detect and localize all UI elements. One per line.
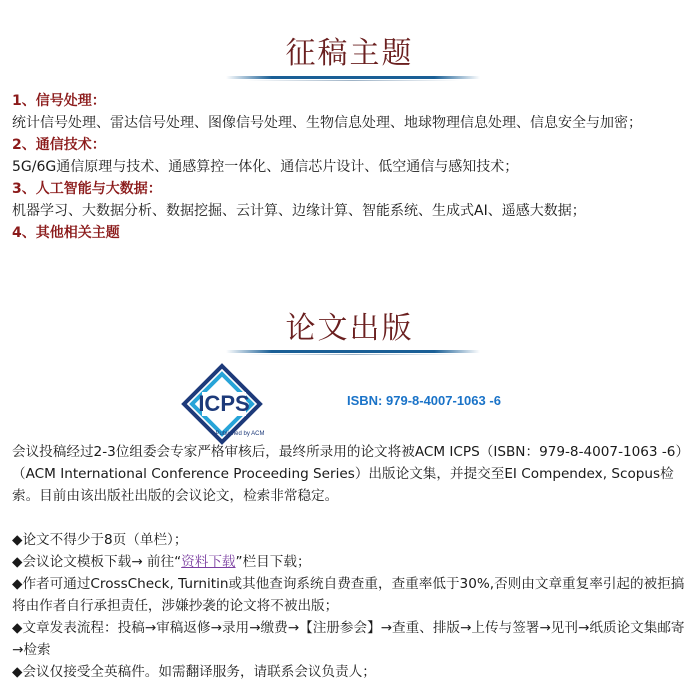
topic-body: 统计信号处理、雷达信号处理、图像信号处理、生物信息处理、地球物理信息处理、信息安全与加密； <box>12 115 642 131</box>
topic-heading: 3、人工智能与大数据： <box>12 181 162 197</box>
topic-heading: 4、其他相关主题 <box>12 225 120 241</box>
bullet-template-text: ◆会议论文模板下载→ 前往“ <box>12 554 182 570</box>
section-title-publication: 论文出版 <box>285 311 414 346</box>
download-link[interactable]: 资料下载 <box>181 554 236 570</box>
topic-body: 机器学习、大数据分析、数据挖掘、云计算、边缘计算、智能系统、生成式AI、遥感大数据； <box>12 203 586 219</box>
topics-list <box>12 90 688 244</box>
topic-heading: 2、通信技术： <box>12 137 106 153</box>
title-divider <box>226 350 480 353</box>
bullet-page-limit: ◆论文不得少于8页（单栏）； <box>12 532 188 548</box>
isbn-label: ISBN: 979-8-4007-1063 -6 <box>347 393 501 408</box>
section-title-topics: 征稿主题 <box>285 36 414 71</box>
publication-info <box>12 441 688 683</box>
bullet-template-text: ”栏目下载； <box>235 554 311 570</box>
title-divider <box>226 76 480 79</box>
logo-text: ICPS <box>198 391 250 416</box>
logo-subtext: Published by ACM <box>215 431 264 437</box>
topic-body: 5G/6G通信原理与技术、通感算控一体化、通信芯片设计、低空通信与感知技术； <box>12 159 519 175</box>
icps-logo <box>180 362 264 446</box>
bullet-process: ◆文章发表流程：投稿→审稿返修→录用→缴费→【注册参会】→查重、排版→上传与签署→见刊→纸质论文集邮寄→检索 <box>12 620 685 658</box>
bullet-language: ◆会议仅接受全英稿件。如需翻译服务，请联系会议负责人； <box>12 664 376 680</box>
bullet-template <box>12 551 688 573</box>
publication-intro: 会议投稿经过2-3位组委会专家严格审核后，最终所录用的论文将被ACM ICPS（ISBN：979-8-4007-1063 -6）（ACM International Conference Proceeding Series）出版论文集，并提交至EI Compendex, Scopus检索。目前由该出版社出版的会议论文，检索非常稳定。 <box>12 444 683 504</box>
bullet-plagiarism: ◆作者可通过CrossCheck, Turnitin或其他查询系统自费查重，查重率低于30%,否则由文章重复率引起的被拒搞将由作者自行承担责任，涉嫌抄袭的论文将不被出版； <box>12 576 685 614</box>
topic-heading: 1、信号处理： <box>12 93 106 109</box>
